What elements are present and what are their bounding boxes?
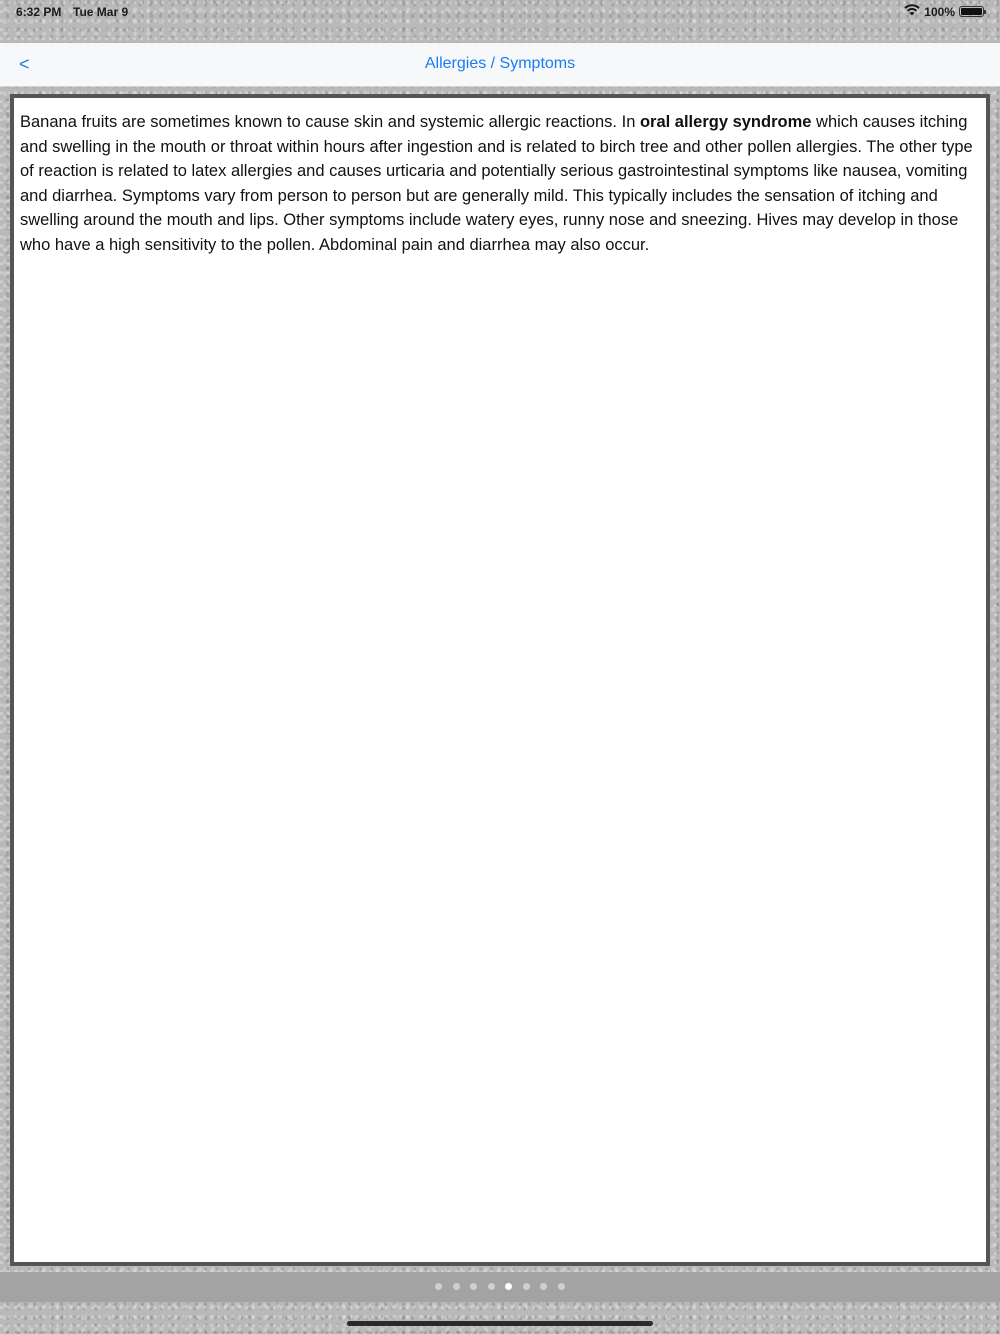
wifi-icon [904,4,920,19]
description-emphasis: oral allergy syndrome [639,113,812,131]
status-date: Tue Mar 9 [73,5,129,19]
page-dot-8[interactable] [558,1283,565,1290]
status-time: 6:32 PM [16,5,62,19]
description-text-before: Banana fruits are sometimes known to cause skin and systemic allergic reactions. In [20,113,640,131]
page-dots[interactable] [0,1283,1000,1290]
page-dot-6[interactable] [523,1283,530,1290]
status-bar [0,0,1000,24]
symptoms-description [20,110,980,257]
page-dot-7[interactable] [540,1283,547,1290]
home-indicator[interactable] [347,1321,653,1326]
back-button[interactable]: < [19,54,30,74]
page-dot-3[interactable] [470,1283,477,1290]
page-dot-4[interactable] [488,1283,495,1290]
description-text-after: which causes itching and swelling in the mouth or throat within hours after ingestion and is related to birch tree and other pollen allergies. The other type of reaction is related to latex allergies and causes urticaria and potentially serious gastrointestinal symptoms like nausea, vomiting and diarrhea. Symptoms vary from person to person but are generally mild. This typically includes the sensation of itching and swelling around the mouth and lips. Other symptoms include watery eyes, runny nose and sneezing. Hives may develop in those who have a high sensitivity to the pollen. Abdominal pain and diarrhea may also occur. [20,113,973,254]
page-dot-2[interactable] [453,1283,460,1290]
battery-level-fill [961,8,982,15]
page-dot-1[interactable] [435,1283,442,1290]
page-dot-5[interactable] [505,1283,512,1290]
battery-percent: 100% [924,4,955,19]
navigation-bar [0,43,1000,87]
page-indicator-strip [0,1272,1000,1302]
content-panel[interactable] [10,94,990,1266]
battery-icon [959,6,984,17]
status-indicators [904,4,984,19]
page-title: Allergies / Symptoms [424,55,576,72]
